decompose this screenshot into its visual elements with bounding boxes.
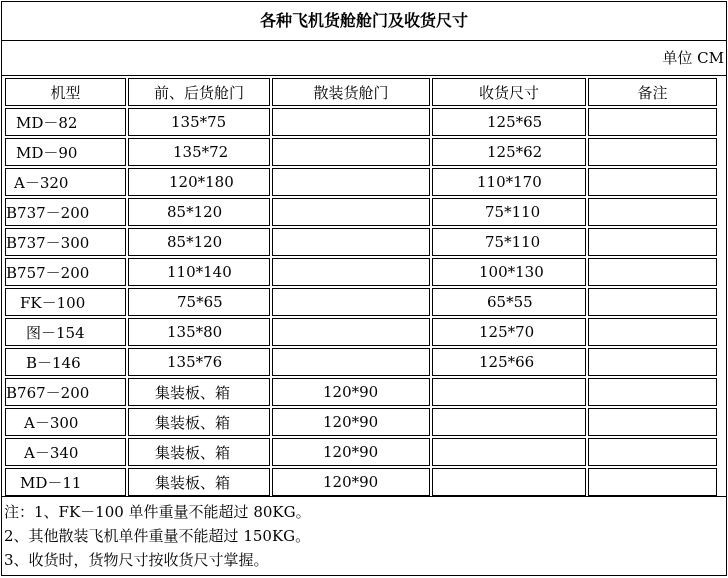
acceptance-size-cell: 125*65: [432, 108, 586, 136]
front-rear-door-cell: 75*65: [128, 288, 270, 316]
remarks-cell: [588, 138, 717, 166]
bulk-door-cell: [272, 228, 430, 256]
bulk-door-cell: [272, 138, 430, 166]
acceptance-size-cell: 100*130: [432, 258, 586, 286]
acceptance-size-cell: 125*66: [432, 348, 586, 376]
bulk-door-cell: 120*90: [272, 438, 430, 466]
aircraft-type-cell: A－300: [5, 408, 126, 436]
remarks-cell: [588, 378, 717, 406]
bulk-door-cell: 120*90: [272, 378, 430, 406]
acceptance-size-cell: [432, 438, 586, 466]
remarks-cell: [588, 108, 717, 136]
front-rear-door-cell: 135*72: [128, 138, 270, 166]
remarks-cell: [588, 408, 717, 436]
remarks-cell: [588, 318, 717, 346]
table-row: [5, 348, 717, 376]
front-rear-door-cell: 135*75: [128, 108, 270, 136]
note-3: 3、收货时，货物尺寸按收货尺寸掌握。: [4, 551, 269, 569]
table-row: [5, 378, 717, 406]
bulk-door-cell: [272, 108, 430, 136]
table-row: [5, 138, 717, 166]
bulk-door-cell: 120*90: [272, 468, 430, 496]
aircraft-type-cell: FK－100: [5, 288, 126, 316]
acceptance-size-cell: 110*170: [432, 168, 586, 196]
aircraft-type-cell: B－146: [5, 348, 126, 376]
aircraft-type-cell: B737－200: [5, 198, 126, 226]
aircraft-type-cell: 图－154: [5, 318, 126, 346]
table-row: [5, 408, 717, 436]
remarks-cell: [588, 348, 717, 376]
aircraft-type-cell: B737－300: [5, 228, 126, 256]
acceptance-size-cell: [432, 468, 586, 496]
bulk-door-cell: [272, 168, 430, 196]
cargo-door-table: [3, 76, 719, 498]
bulk-door-cell: [272, 258, 430, 286]
aircraft-type-cell: A－340: [5, 438, 126, 466]
front-rear-door-cell: 135*76: [128, 348, 270, 376]
notes: [2, 496, 726, 575]
front-rear-door-cell: 集装板、箱: [128, 378, 270, 406]
aircraft-type-cell: MD－11: [5, 468, 126, 496]
remarks-cell: [588, 258, 717, 286]
table-row: [5, 468, 717, 496]
acceptance-size-cell: [432, 378, 586, 406]
remarks-cell: [588, 228, 717, 256]
front-rear-door-cell: 135*80: [128, 318, 270, 346]
acceptance-size-cell: 65*55: [432, 288, 586, 316]
acceptance-size-cell: 75*110: [432, 228, 586, 256]
table-row: [5, 288, 717, 316]
acceptance-size-cell: [432, 408, 586, 436]
acceptance-size-cell: 125*62: [432, 138, 586, 166]
front-rear-door-cell: 110*140: [128, 258, 270, 286]
aircraft-type-cell: MD－90: [5, 138, 126, 166]
remarks-cell: [588, 168, 717, 196]
front-rear-door-cell: 85*120: [128, 198, 270, 226]
note-1: 注：1、FK－100 单件重量不能超过 80KG。: [4, 503, 311, 521]
aircraft-type-cell: B757－200: [5, 258, 126, 286]
table-row: [5, 438, 717, 466]
cargo-door-sheet: [1, 1, 727, 576]
note-2: 2、其他散装飞机单件重量不能超过 150KG。: [4, 527, 311, 545]
bulk-door-cell: [272, 288, 430, 316]
front-rear-door-cell: 集装板、箱: [128, 468, 270, 496]
aircraft-type-cell: A－320: [5, 168, 126, 196]
bulk-door-cell: [272, 318, 430, 346]
bulk-door-cell: [272, 348, 430, 376]
remarks-cell: [588, 198, 717, 226]
table-row: [5, 108, 717, 136]
front-rear-door-cell: 85*120: [128, 228, 270, 256]
acceptance-size-cell: 75*110: [432, 198, 586, 226]
header-remarks: 备注: [588, 78, 717, 106]
front-rear-door-cell: 集装板、箱: [128, 408, 270, 436]
header-row: [5, 78, 717, 106]
front-rear-door-cell: 120*180: [128, 168, 270, 196]
bulk-door-cell: [272, 198, 430, 226]
bulk-door-cell: 120*90: [272, 408, 430, 436]
front-rear-door-cell: 集装板、箱: [128, 438, 270, 466]
table-row: [5, 228, 717, 256]
table-row: [5, 318, 717, 346]
header-acceptance-size: 收货尺寸: [432, 78, 586, 106]
aircraft-type-cell: MD－82: [5, 108, 126, 136]
table-row: [5, 168, 717, 196]
remarks-cell: [588, 468, 717, 496]
aircraft-type-cell: B767－200: [5, 378, 126, 406]
header-bulk-door: 散装货舱门: [272, 78, 430, 106]
acceptance-size-cell: 125*70: [432, 318, 586, 346]
table-row: [5, 198, 717, 226]
header-front-rear-door: 前、后货舱门: [128, 78, 270, 106]
header-aircraft-type: 机型: [5, 78, 126, 106]
page-title: 各种飞机货舱舱门及收货尺寸: [2, 2, 726, 41]
unit-label: 单位 CM: [2, 41, 726, 76]
remarks-cell: [588, 288, 717, 316]
table-row: [5, 258, 717, 286]
remarks-cell: [588, 438, 717, 466]
